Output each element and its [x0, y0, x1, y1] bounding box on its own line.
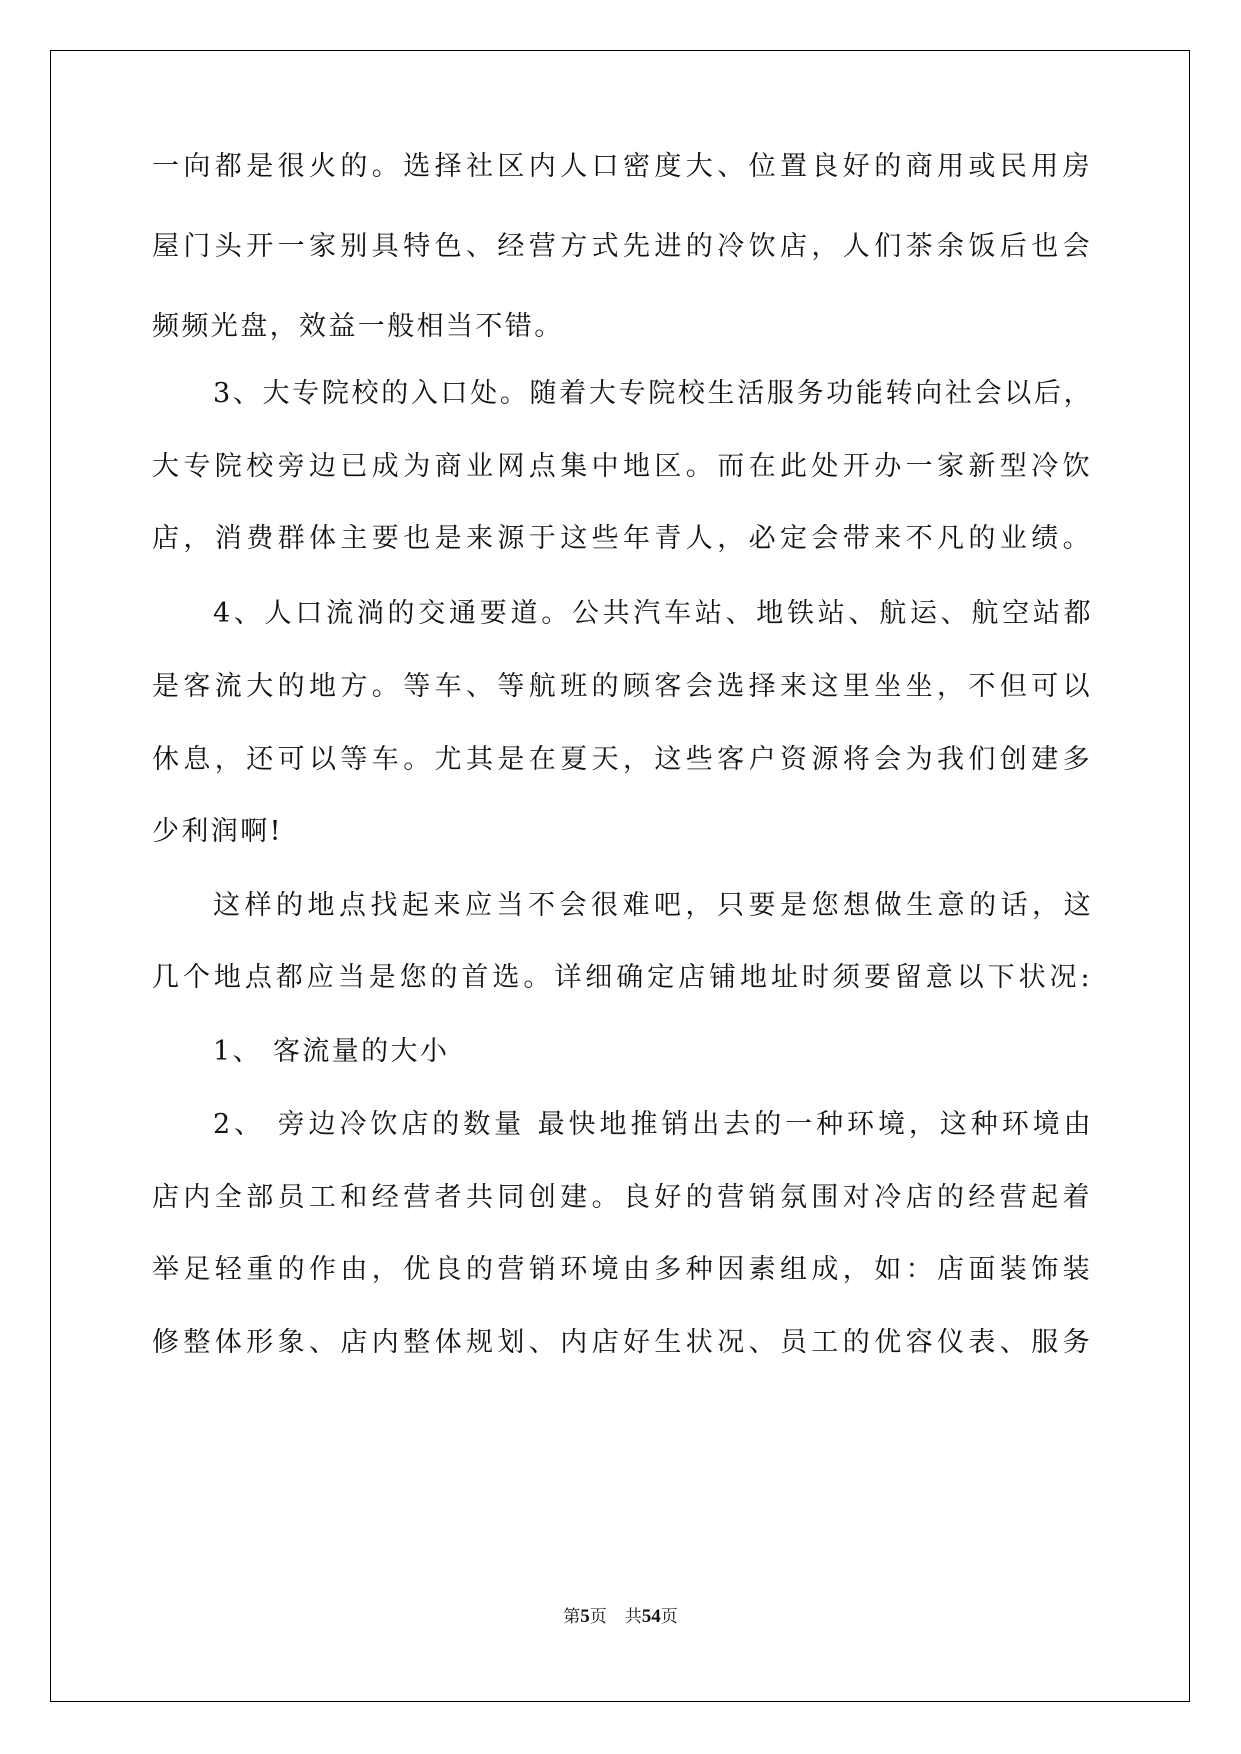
text-line: 几个地点都应当是您的首选。详细确定店铺地址时须要留意以下状况:: [152, 962, 1092, 993]
text-line: 这样的地点找起来应当不会很难吧，只要是您想做生意的话，这: [213, 890, 1093, 921]
list-item: 2、 旁边冷饮店的数量 最快地推销出去的一种环境，这种环境由: [213, 1109, 1093, 1140]
text-line: 是客流大的地方。等车、等航班的顾客会选择来这里坐坐，不但可以: [152, 671, 1092, 702]
text-line: 举足轻重的作由，优良的营销环境由多种因素组成，如：店面装饰装: [152, 1254, 1092, 1285]
text-line: 3、大专院校的入口处。随着大专院校生活服务功能转向社会以后，: [213, 378, 1093, 409]
footer-prefix: 第: [563, 1607, 581, 1627]
text-line: 频频光盘，效益一般相当不错。: [152, 311, 564, 342]
page-border: [50, 50, 1190, 1702]
footer-total-prefix: 共: [624, 1607, 642, 1627]
total-pages: 54: [641, 1606, 661, 1627]
page-footer: [0, 1602, 1241, 1628]
text-line: 店，消费群体主要也是来源于这些年青人，必定会带来不凡的业绩。: [152, 523, 1092, 554]
footer-total-suffix: 页: [660, 1607, 678, 1627]
text-line: 大专院校旁边已成为商业网点集中地区。而在此处开办一家新型冷饮: [152, 451, 1092, 482]
text-line: 休息，还可以等车。尤其是在夏天，这些客户资源将会为我们创建多: [152, 744, 1092, 775]
list-item: 1、 客流量的大小: [213, 1036, 450, 1067]
text-line: 4、人口流淌的交通要道。公共汽车站、地铁站、航运、航空站都: [213, 598, 1093, 629]
text-line: 修整体形象、店内整体规划、内店好生状况、员工的优容仪表、服务: [152, 1327, 1092, 1358]
text-line: 少利润啊!: [152, 816, 283, 847]
text-line: 一向都是很火的。选择社区内人口密度大、位置良好的商用或民用房: [152, 151, 1092, 182]
text-line: 屋门头开一家别具特色、经营方式先进的冷饮店，人们茶余饭后也会: [152, 231, 1092, 262]
footer-page-suffix: 页: [589, 1607, 607, 1627]
text-line: 店内全部员工和经营者共同创建。良好的营销氛围对冷店的经营起着: [152, 1182, 1092, 1213]
page-number: 5: [580, 1606, 590, 1627]
